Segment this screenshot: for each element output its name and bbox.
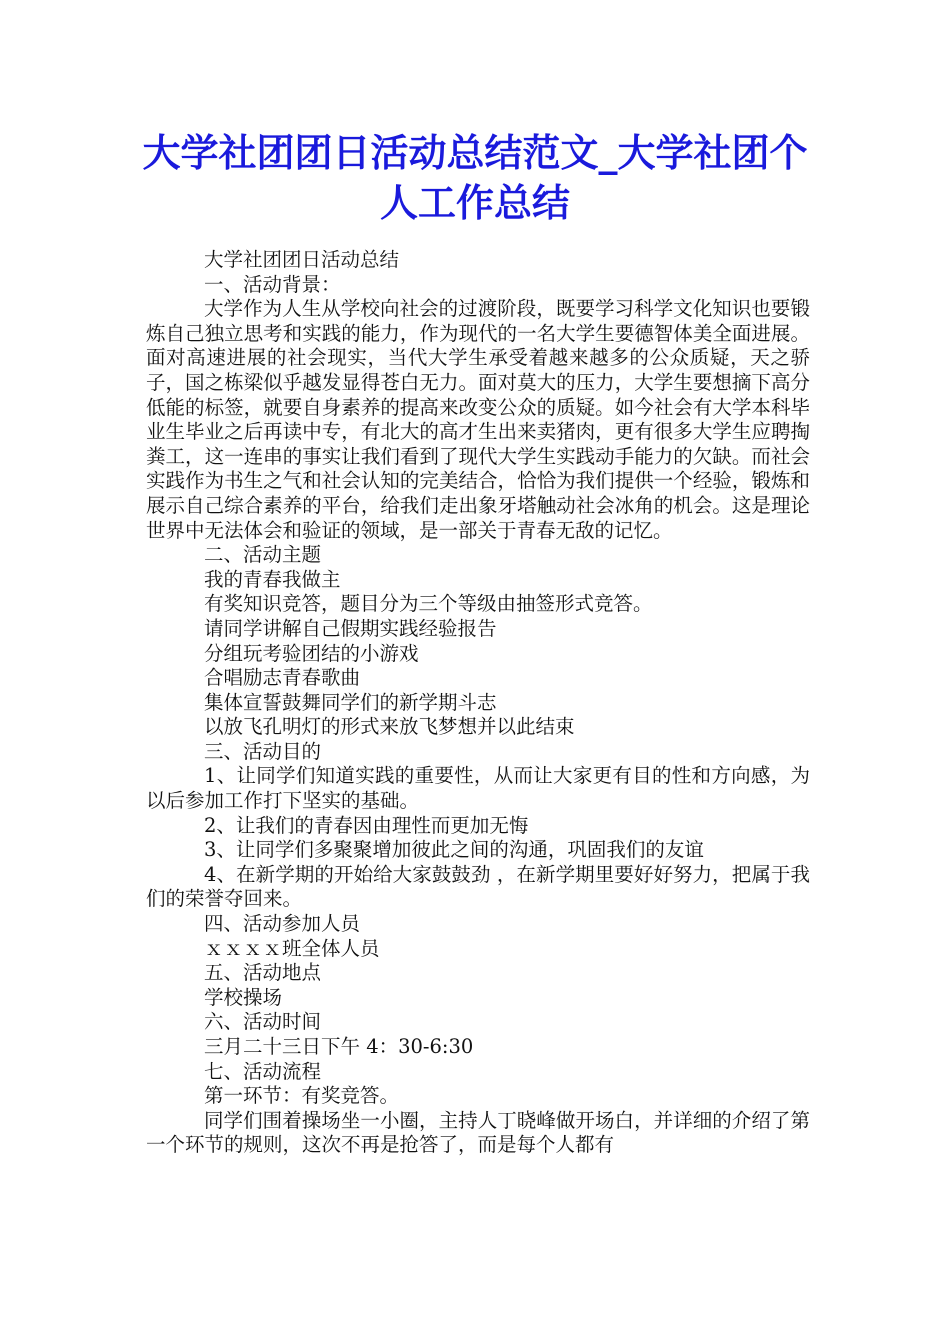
- list-item: 4、在新学期的开始给大家鼓鼓劲 ，在新学期里要好好努力，把属于我们的荣誉夺回来。: [146, 862, 810, 911]
- list-item: 我的青春我做主: [204, 567, 341, 591]
- list-item: 请同学讲解自己假期实践经验报告: [204, 616, 497, 640]
- body-text: ｘｘｘｘ班全体人员: [204, 936, 380, 960]
- list-item: 2、让我们的青春因由理性而更加无悔: [204, 813, 529, 837]
- section-heading: 大学社团团日活动总结: [204, 248, 400, 271]
- document-title: 大学社团团日活动总结范文_大学社团个人工作总结: [142, 130, 808, 225]
- list-item: 1、让同学们知道实践的重要性，从而让大家更有目的性和方向感，为以后参加工作打下坚实的基础。: [146, 764, 810, 813]
- body-text: 第一环节：有奖竞答。: [204, 1084, 400, 1108]
- list-item: 分组玩考验团结的小游戏: [204, 641, 419, 665]
- body-text: 三月二十三日下午 4：30-6:30: [204, 1035, 474, 1058]
- document-body: [146, 248, 810, 1158]
- section-heading: 六、活动时间: [204, 1010, 322, 1034]
- section-heading: 一、活动背景：: [204, 272, 341, 296]
- list-item: 合唱励志青春歌曲: [204, 666, 361, 690]
- body-paragraph: 大学作为人生从学校向社会的过渡阶段，既要学习科学文化知识也要锻炼自己独立思考和实践的能力，作为现代的一名大学生要德智体美全面进展。面对高速进展的社会现实，当代大学生承受着越来越多的公众质疑，天之骄子，国之栋梁似乎越发显得苍白无力。面对莫大的压力，大学生要想摘下高分低能的标签，就要自身素养的提高来改变公众的质疑。如今社会有大学本科毕业生毕业之后再读中专，有北大的高才生出来卖猪肉，更有很多大学生应聘掏粪工，这一连串的事实让我们看到了现代大学生实践动手能力的欠缺。而社会实践作为书生之气和社会认知的完美结合，恰恰为我们提供一个经验，锻炼和展示自己综合素养的平台，给我们走出象牙塔触动社会冰角的机会。这是理论世界中无法体会和验证的领域，是一部关于青春无敌的记忆。: [146, 297, 810, 542]
- section-heading: 四、活动参加人员: [204, 912, 361, 936]
- list-item: 有奖知识竞答，题目分为三个等级由抽签形式竞答。: [204, 592, 653, 616]
- section-heading: 二、活动主题: [204, 543, 322, 567]
- section-heading: 五、活动地点: [204, 961, 322, 985]
- section-heading: 三、活动目的: [204, 739, 322, 763]
- list-item: 3、让同学们多聚聚增加彼此之间的沟通，巩固我们的友谊: [204, 838, 704, 862]
- list-item: 以放飞孔明灯的形式来放飞梦想并以此结束: [204, 715, 575, 739]
- section-heading: 七、活动流程: [204, 1059, 322, 1083]
- body-paragraph: 同学们围着操场坐一小圈，主持人丁晓峰做开场白，并详细的介绍了第一个环节的规则，这次不再是抢答了，而是每个人都有: [146, 1108, 810, 1157]
- body-text: 学校操场: [204, 985, 283, 1009]
- list-item: 集体宣誓鼓舞同学们的新学期斗志: [204, 690, 497, 714]
